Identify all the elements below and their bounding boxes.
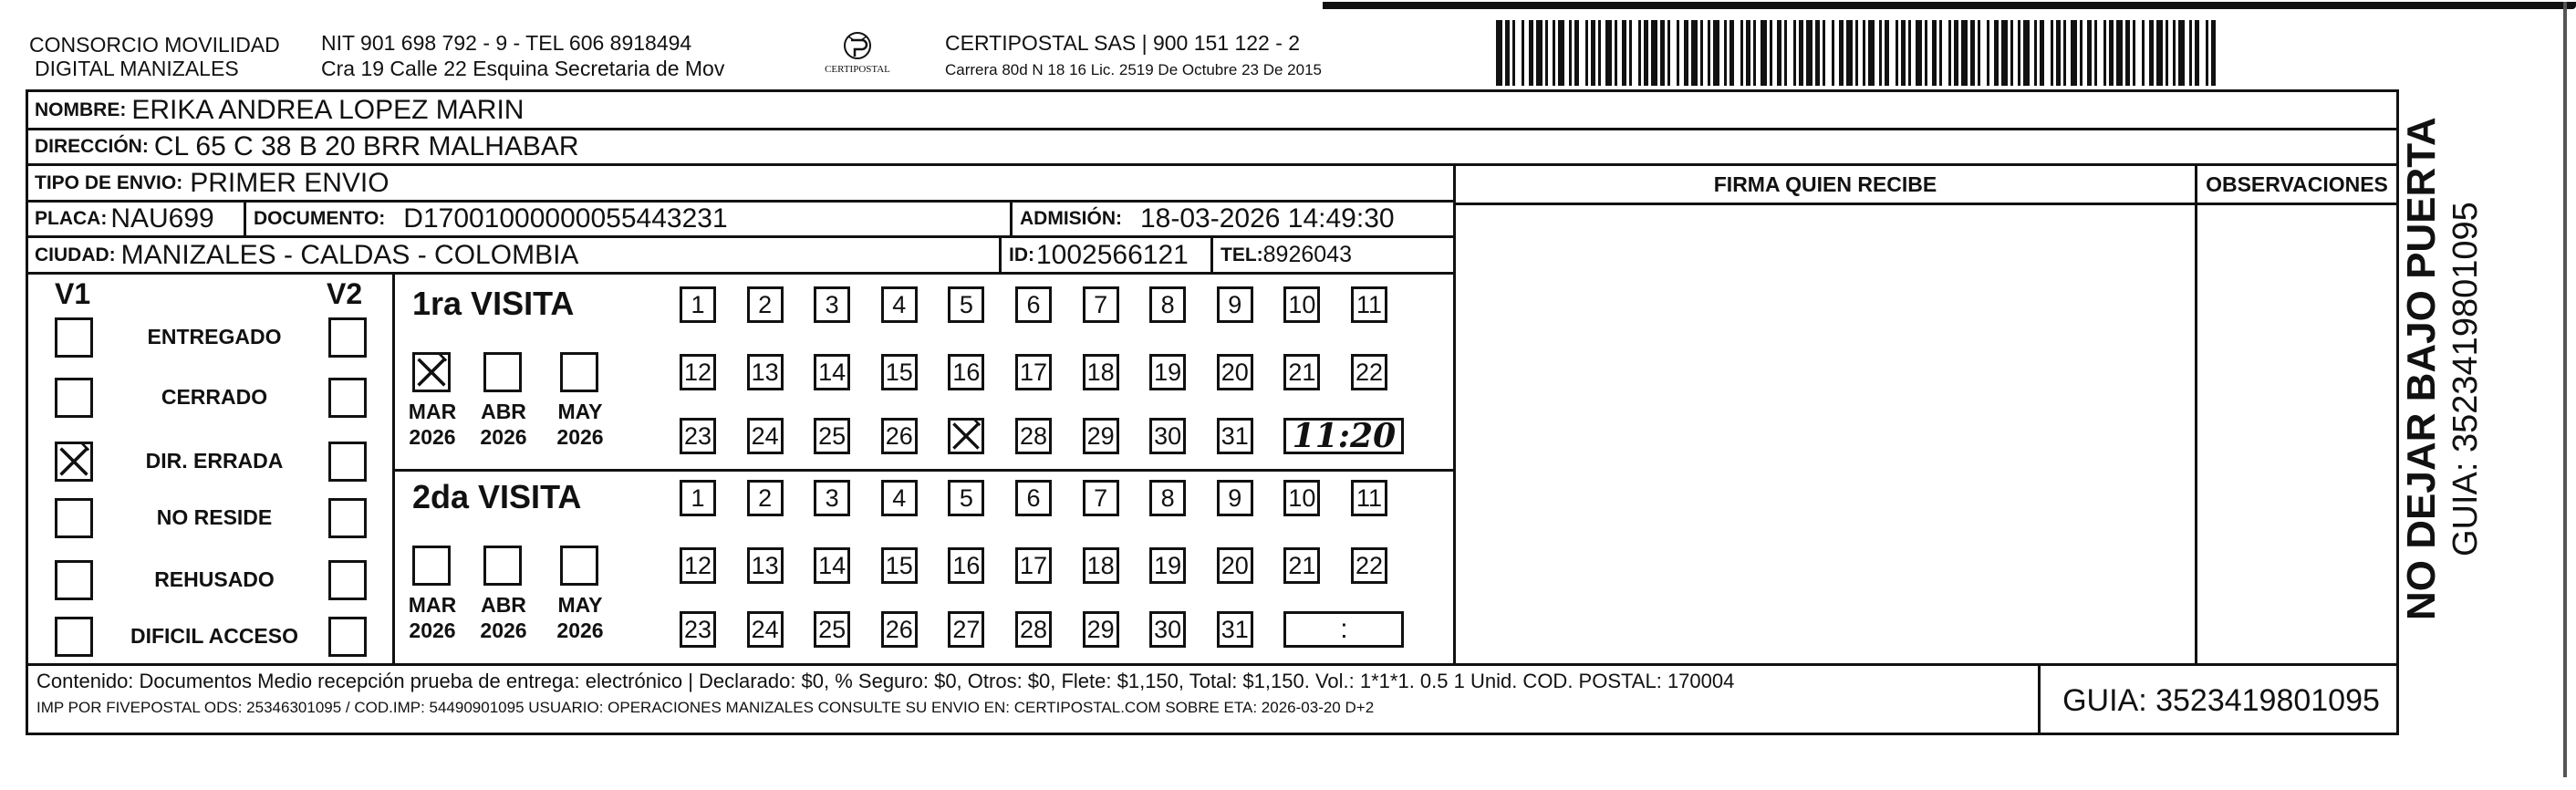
barcode-bar — [1522, 20, 1524, 86]
barcode-bar — [1724, 20, 1727, 86]
barcode-bar — [1839, 20, 1844, 86]
status-option-label: ENTREGADO — [147, 325, 282, 348]
id-label: ID: — [1009, 244, 1034, 265]
barcode-bar — [2189, 20, 2192, 86]
day-box[interactable]: 25 — [814, 418, 850, 454]
month-checkbox[interactable] — [483, 352, 522, 392]
barcode-bar — [1932, 20, 1937, 86]
barcode-bar — [2051, 20, 2053, 86]
day-box[interactable]: 10 — [1283, 480, 1320, 516]
barcode-bar — [2034, 20, 2037, 86]
courier-line2: Carrera 80d N 18 16 Lic. 2519 De Octubre 23 De 2015 — [945, 61, 1322, 78]
status-option-label: REHUSADO — [154, 567, 275, 591]
month-year: 2026 — [556, 618, 604, 642]
day-box[interactable]: 6 — [1015, 480, 1052, 516]
barcode-bar — [2166, 20, 2168, 86]
barcode-bar — [2063, 20, 2066, 86]
v2-checkbox[interactable] — [328, 378, 367, 418]
barcode-bar — [1545, 20, 1548, 86]
barcode-bar — [2001, 20, 2008, 86]
barcode-bar — [1496, 20, 1502, 86]
barcode-bar — [1512, 20, 1515, 86]
barcode-bar — [1585, 20, 1588, 86]
barcode-bar — [2087, 20, 2092, 86]
barcode-bar — [2071, 20, 2077, 86]
day-box[interactable]: 9 — [1217, 480, 1253, 516]
visit2-title: 2da VISITA — [412, 478, 582, 515]
day-box[interactable]: 11 — [1351, 480, 1387, 516]
month-checkbox[interactable] — [483, 546, 522, 586]
barcode-bar — [1868, 20, 1875, 86]
month-year: 2026 — [556, 425, 604, 449]
barcode-bar — [1939, 20, 1942, 86]
barcode-bar — [1700, 20, 1703, 86]
day-box[interactable]: 18 — [1083, 354, 1119, 390]
barcode-bar — [2125, 20, 2130, 86]
nombre-label: NOMBRE: — [35, 99, 127, 120]
barcode-bar — [1629, 20, 1632, 86]
day-box[interactable]: 9 — [1217, 286, 1253, 323]
day-box[interactable]: 28 — [1015, 418, 1052, 454]
company-name-line2: DIGITAL MANIZALES — [35, 57, 239, 80]
barcode-bar — [1598, 20, 1601, 86]
placa-label: PLACA: — [35, 208, 108, 229]
day-box[interactable]: 31 — [1217, 611, 1253, 648]
day-box[interactable]: 25 — [814, 611, 850, 648]
barcode-bar — [1978, 20, 1980, 86]
status-option-label: DIFICIL ACCESO — [130, 624, 298, 648]
day-box[interactable]: 14 — [814, 547, 850, 584]
month-year: 2026 — [480, 618, 527, 642]
ciudad-label: CIUDAD: — [35, 244, 116, 265]
day-box[interactable]: 4 — [881, 286, 918, 323]
day-box[interactable]: 22 — [1351, 547, 1387, 584]
direccion-label: DIRECCIÓN: — [35, 136, 149, 157]
day-box[interactable]: 26 — [881, 418, 918, 454]
day-box[interactable]: 23 — [680, 611, 716, 648]
tel-label: TEL: — [1220, 244, 1263, 265]
barcode-bar — [1987, 20, 1989, 86]
barcode-bar — [2156, 20, 2163, 86]
day-box[interactable]: 22 — [1351, 354, 1387, 390]
barcode-bar — [1961, 20, 1968, 86]
admision-value: 18-03-2026 14:49:30 — [1140, 203, 1395, 234]
barcode-bar — [1896, 20, 1898, 86]
v1-label: V1 — [55, 277, 91, 310]
v1-checkbox[interactable] — [55, 560, 93, 600]
ciudad-row — [27, 238, 1456, 275]
v1-checkbox[interactable] — [55, 378, 93, 418]
barcode-bar — [1879, 20, 1882, 86]
barcode-bar — [2103, 20, 2106, 86]
v1-checkbox[interactable] — [55, 617, 93, 657]
certipostal-logo — [821, 27, 894, 82]
barcode-bar — [1660, 20, 1665, 86]
company-name-line1: CONSORCIO MOVILIDAD — [29, 33, 280, 57]
company-address: Cra 19 Calle 22 Esquina Secretaria de Mov — [321, 57, 725, 80]
day-box[interactable]: 13 — [747, 354, 784, 390]
barcode-bar — [1553, 20, 1555, 86]
day-box[interactable]: 13 — [747, 547, 784, 584]
month-year: 2026 — [409, 618, 456, 642]
barcode-bar — [2149, 20, 2154, 86]
barcode-bar — [2133, 20, 2135, 86]
day-box[interactable]: 24 — [747, 611, 784, 648]
month-year: 2026 — [409, 425, 456, 449]
tipo-envio-label: TIPO DE ENVIO: — [35, 172, 183, 193]
barcode-bar — [1667, 20, 1670, 86]
v2-label: V2 — [327, 277, 363, 310]
barcode-bar — [1925, 20, 1927, 86]
day-box[interactable]: 1 — [680, 480, 716, 516]
barcode-bar — [1970, 20, 1975, 86]
barcode-bar — [1638, 20, 1641, 86]
barcode-bar — [1784, 20, 1787, 86]
barcode-bar — [1615, 20, 1617, 86]
month-label: ABR — [481, 400, 526, 423]
month-label: MAR — [408, 400, 457, 423]
barcode-bar — [1605, 20, 1612, 86]
barcode-bar — [1832, 20, 1834, 86]
barcode-icon — [1496, 20, 2226, 88]
tipo-envio-value: PRIMER ENVIO — [190, 167, 390, 198]
day-box[interactable]: 16 — [948, 354, 984, 390]
day-box[interactable]: 27 — [948, 611, 984, 648]
day-box[interactable]: 21 — [1283, 354, 1320, 390]
v2-checkbox[interactable] — [328, 617, 367, 657]
barcode-bar — [1691, 20, 1698, 86]
v1-checkbox[interactable] — [55, 498, 93, 538]
time-box[interactable]: : — [1283, 611, 1404, 648]
month-label: MAY — [557, 593, 603, 617]
v2-checkbox[interactable] — [328, 498, 367, 538]
day-box[interactable]: 5 — [948, 480, 984, 516]
day-box[interactable]: 19 — [1149, 547, 1186, 584]
barcode-bar — [1569, 20, 1572, 86]
status-option-label: CERRADO — [161, 385, 268, 409]
day-box[interactable]: 3 — [814, 286, 850, 323]
day-box[interactable]: 8 — [1149, 286, 1186, 323]
barcode-bar — [2195, 20, 2199, 86]
barcode-bar — [1855, 20, 1858, 86]
day-box[interactable]: 24 — [747, 418, 784, 454]
barcode-bar — [1644, 20, 1648, 86]
barcode-bar — [1558, 20, 1564, 86]
month-checkbox[interactable] — [560, 546, 598, 586]
barcode-bar — [1684, 20, 1688, 86]
barcode-bar — [2142, 20, 2145, 86]
barcode-bar — [1740, 20, 1743, 86]
barcode-bar — [1591, 20, 1595, 86]
visit-divider — [392, 469, 1456, 472]
day-box[interactable]: 3 — [814, 480, 850, 516]
day-box[interactable]: 5 — [948, 286, 984, 323]
month-label: MAY — [557, 400, 603, 423]
day-box[interactable]: 23 — [680, 418, 716, 454]
day-box[interactable]: 31 — [1217, 418, 1253, 454]
barcode-bar — [1994, 20, 1999, 86]
observaciones-header: OBSERVACIONES — [2197, 166, 2396, 205]
day-box[interactable]: 29 — [1083, 418, 1119, 454]
day-box[interactable]: 21 — [1283, 547, 1320, 584]
day-box[interactable]: 19 — [1149, 354, 1186, 390]
logo-text: CERTIPOSTAL — [825, 64, 890, 75]
visit1-title: 1ra VISITA — [412, 285, 575, 322]
nit-line: NIT 901 698 792 - 9 - TEL 606 8918494 — [321, 31, 692, 55]
barcode-bar — [2109, 20, 2114, 86]
courier-line1: CERTIPOSTAL SAS | 900 151 122 - 2 — [945, 31, 1301, 55]
day-box[interactable]: 7 — [1083, 286, 1119, 323]
day-box[interactable]: 6 — [1015, 286, 1052, 323]
barcode-bar — [2018, 20, 2020, 86]
day-box[interactable]: 16 — [948, 547, 984, 584]
nombre-value: ERIKA ANDREA LOPEZ MARIN — [131, 94, 525, 125]
day-box[interactable]: 2 — [747, 480, 784, 516]
v2-checkbox[interactable] — [328, 317, 367, 358]
placa-value: NAU699 — [110, 203, 214, 234]
v1-checkbox[interactable] — [55, 442, 93, 482]
barcode-bar — [1793, 20, 1796, 86]
barcode-bar — [1746, 20, 1750, 86]
day-box[interactable]: 8 — [1149, 480, 1186, 516]
barcode-bar — [2056, 20, 2061, 86]
barcode-bar — [1529, 20, 1533, 86]
id-value: 1002566121 — [1036, 239, 1189, 270]
barcode-bar — [1677, 20, 1679, 86]
barcode-bar — [2211, 20, 2216, 86]
barcode-bar — [2080, 20, 2083, 86]
barcode-bar — [1777, 20, 1781, 86]
status-option-label: DIR. ERRADA — [145, 449, 284, 473]
v1-checkbox[interactable] — [55, 317, 93, 358]
nombre-row — [27, 92, 2399, 130]
tipo-envio-row — [27, 166, 1456, 203]
day-box[interactable]: 4 — [881, 480, 918, 516]
barcode-bar — [1885, 20, 1889, 86]
barcode-bar — [2023, 20, 2030, 86]
scan-edge-right — [2563, 2, 2567, 777]
documento-label: DOCUMENTO: — [254, 208, 386, 229]
side-guia: GUIA: 3523419801095 — [2446, 202, 2485, 556]
barcode-bar — [1948, 20, 1951, 86]
day-box[interactable]: 10 — [1283, 286, 1320, 323]
day-box[interactable]: 26 — [881, 611, 918, 648]
barcode-bar — [2040, 20, 2044, 86]
day-box[interactable]: 15 — [881, 354, 918, 390]
placa-row — [27, 203, 1456, 238]
v2-checkbox[interactable] — [328, 560, 367, 600]
footer-line2: IMP POR FIVEPOSTAL ODS: 25346301095 / COD.IMP: 54490901095 USUARIO: OPERACIONES MANIZALES CONSULTE SU ENVIO EN: CERTIPOSTAL.COM SOBRE ETA: 2026-03-20 D+2 — [36, 699, 1375, 716]
ciudad-value: MANIZALES - CALDAS - COLOMBIA — [120, 239, 579, 270]
barcode-bar — [1901, 20, 1906, 86]
barcode-bar — [1574, 20, 1579, 86]
month-checkbox[interactable] — [560, 352, 598, 392]
day-box[interactable]: 20 — [1217, 354, 1253, 390]
barcode-bar — [2173, 20, 2176, 86]
barcode-bar — [1622, 20, 1626, 86]
month-checkbox[interactable] — [412, 352, 451, 392]
day-box[interactable]: 14 — [814, 354, 850, 390]
day-box[interactable]: 30 — [1149, 418, 1186, 454]
barcode-bar — [1729, 20, 1734, 86]
barcode-bar — [1846, 20, 1853, 86]
status-option-label: NO RESIDE — [156, 505, 273, 529]
day-box[interactable]: 11 — [1351, 286, 1387, 323]
day-box[interactable] — [948, 418, 984, 454]
side-warning: NO DEJAR BAJO PUERTA — [2399, 117, 2444, 620]
observaciones-divider — [2195, 166, 2197, 666]
day-box[interactable]: 28 — [1015, 611, 1052, 648]
barcode-bar — [2094, 20, 2097, 86]
day-box[interactable]: 2 — [747, 286, 784, 323]
day-box[interactable]: 12 — [680, 547, 716, 584]
barcode-bar — [1908, 20, 1911, 86]
scan-edge-top — [1323, 2, 2576, 9]
barcode-bar — [1806, 20, 1813, 86]
day-box[interactable]: 15 — [881, 547, 918, 584]
barcode-bar — [1708, 20, 1710, 86]
day-box[interactable]: 20 — [1217, 547, 1253, 584]
barcode-bar — [1770, 20, 1772, 86]
documento-value: D17001000000055443231 — [403, 203, 728, 234]
barcode-bar — [1823, 20, 1825, 86]
tel-value: 8926043 — [1262, 242, 1352, 267]
admision-label: ADMISIÓN: — [1020, 208, 1122, 229]
barcode-bar — [2010, 20, 2013, 86]
direccion-value: CL 65 C 38 B 20 BRR MALHABAR — [153, 131, 579, 161]
month-label: ABR — [481, 593, 526, 617]
day-box[interactable]: 12 — [680, 354, 716, 390]
barcode-bar — [1916, 20, 1922, 86]
barcode-bar — [1761, 20, 1767, 86]
barcode-bar — [1799, 20, 1803, 86]
footer-line1: Contenido: Documentos Medio recepción prueba de entrega: electrónico | Declarado: $0, % Seguro: $0, Otros: $0, Flete: $1,150, Total: $1,150. Vol.: 1*1*1. 0.5 1 Unid. COD. POSTAL: 170004 — [36, 670, 1735, 692]
v2-checkbox[interactable] — [328, 442, 367, 482]
direccion-row — [27, 130, 2399, 166]
day-box[interactable]: 1 — [680, 286, 716, 323]
time-box[interactable]: 11:20 — [1283, 418, 1404, 454]
day-box[interactable]: 17 — [1015, 354, 1052, 390]
barcode-bar — [1713, 20, 1719, 86]
firma-header: FIRMA QUIEN RECIBE — [1456, 166, 2195, 205]
barcode-bar — [2206, 20, 2208, 86]
day-box[interactable]: 18 — [1083, 547, 1119, 584]
day-box[interactable]: 17 — [1015, 547, 1052, 584]
barcode-bar — [1753, 20, 1756, 86]
day-box[interactable]: 29 — [1083, 611, 1119, 648]
month-year: 2026 — [480, 425, 527, 449]
footer-guia: GUIA: 3523419801095 — [2038, 666, 2402, 735]
day-box[interactable]: 7 — [1083, 480, 1119, 516]
barcode-bar — [1651, 20, 1657, 86]
month-label: MAR — [408, 593, 457, 617]
barcode-bar — [1536, 20, 1542, 86]
barcode-bar — [1505, 20, 1510, 86]
barcode-bar — [2116, 20, 2123, 86]
barcode-bar — [1954, 20, 1958, 86]
barcode-bar — [1815, 20, 1820, 86]
barcode-bar — [2178, 20, 2185, 86]
month-checkbox[interactable] — [412, 546, 451, 586]
day-box[interactable]: 30 — [1149, 611, 1186, 648]
barcode-bar — [1863, 20, 1865, 86]
